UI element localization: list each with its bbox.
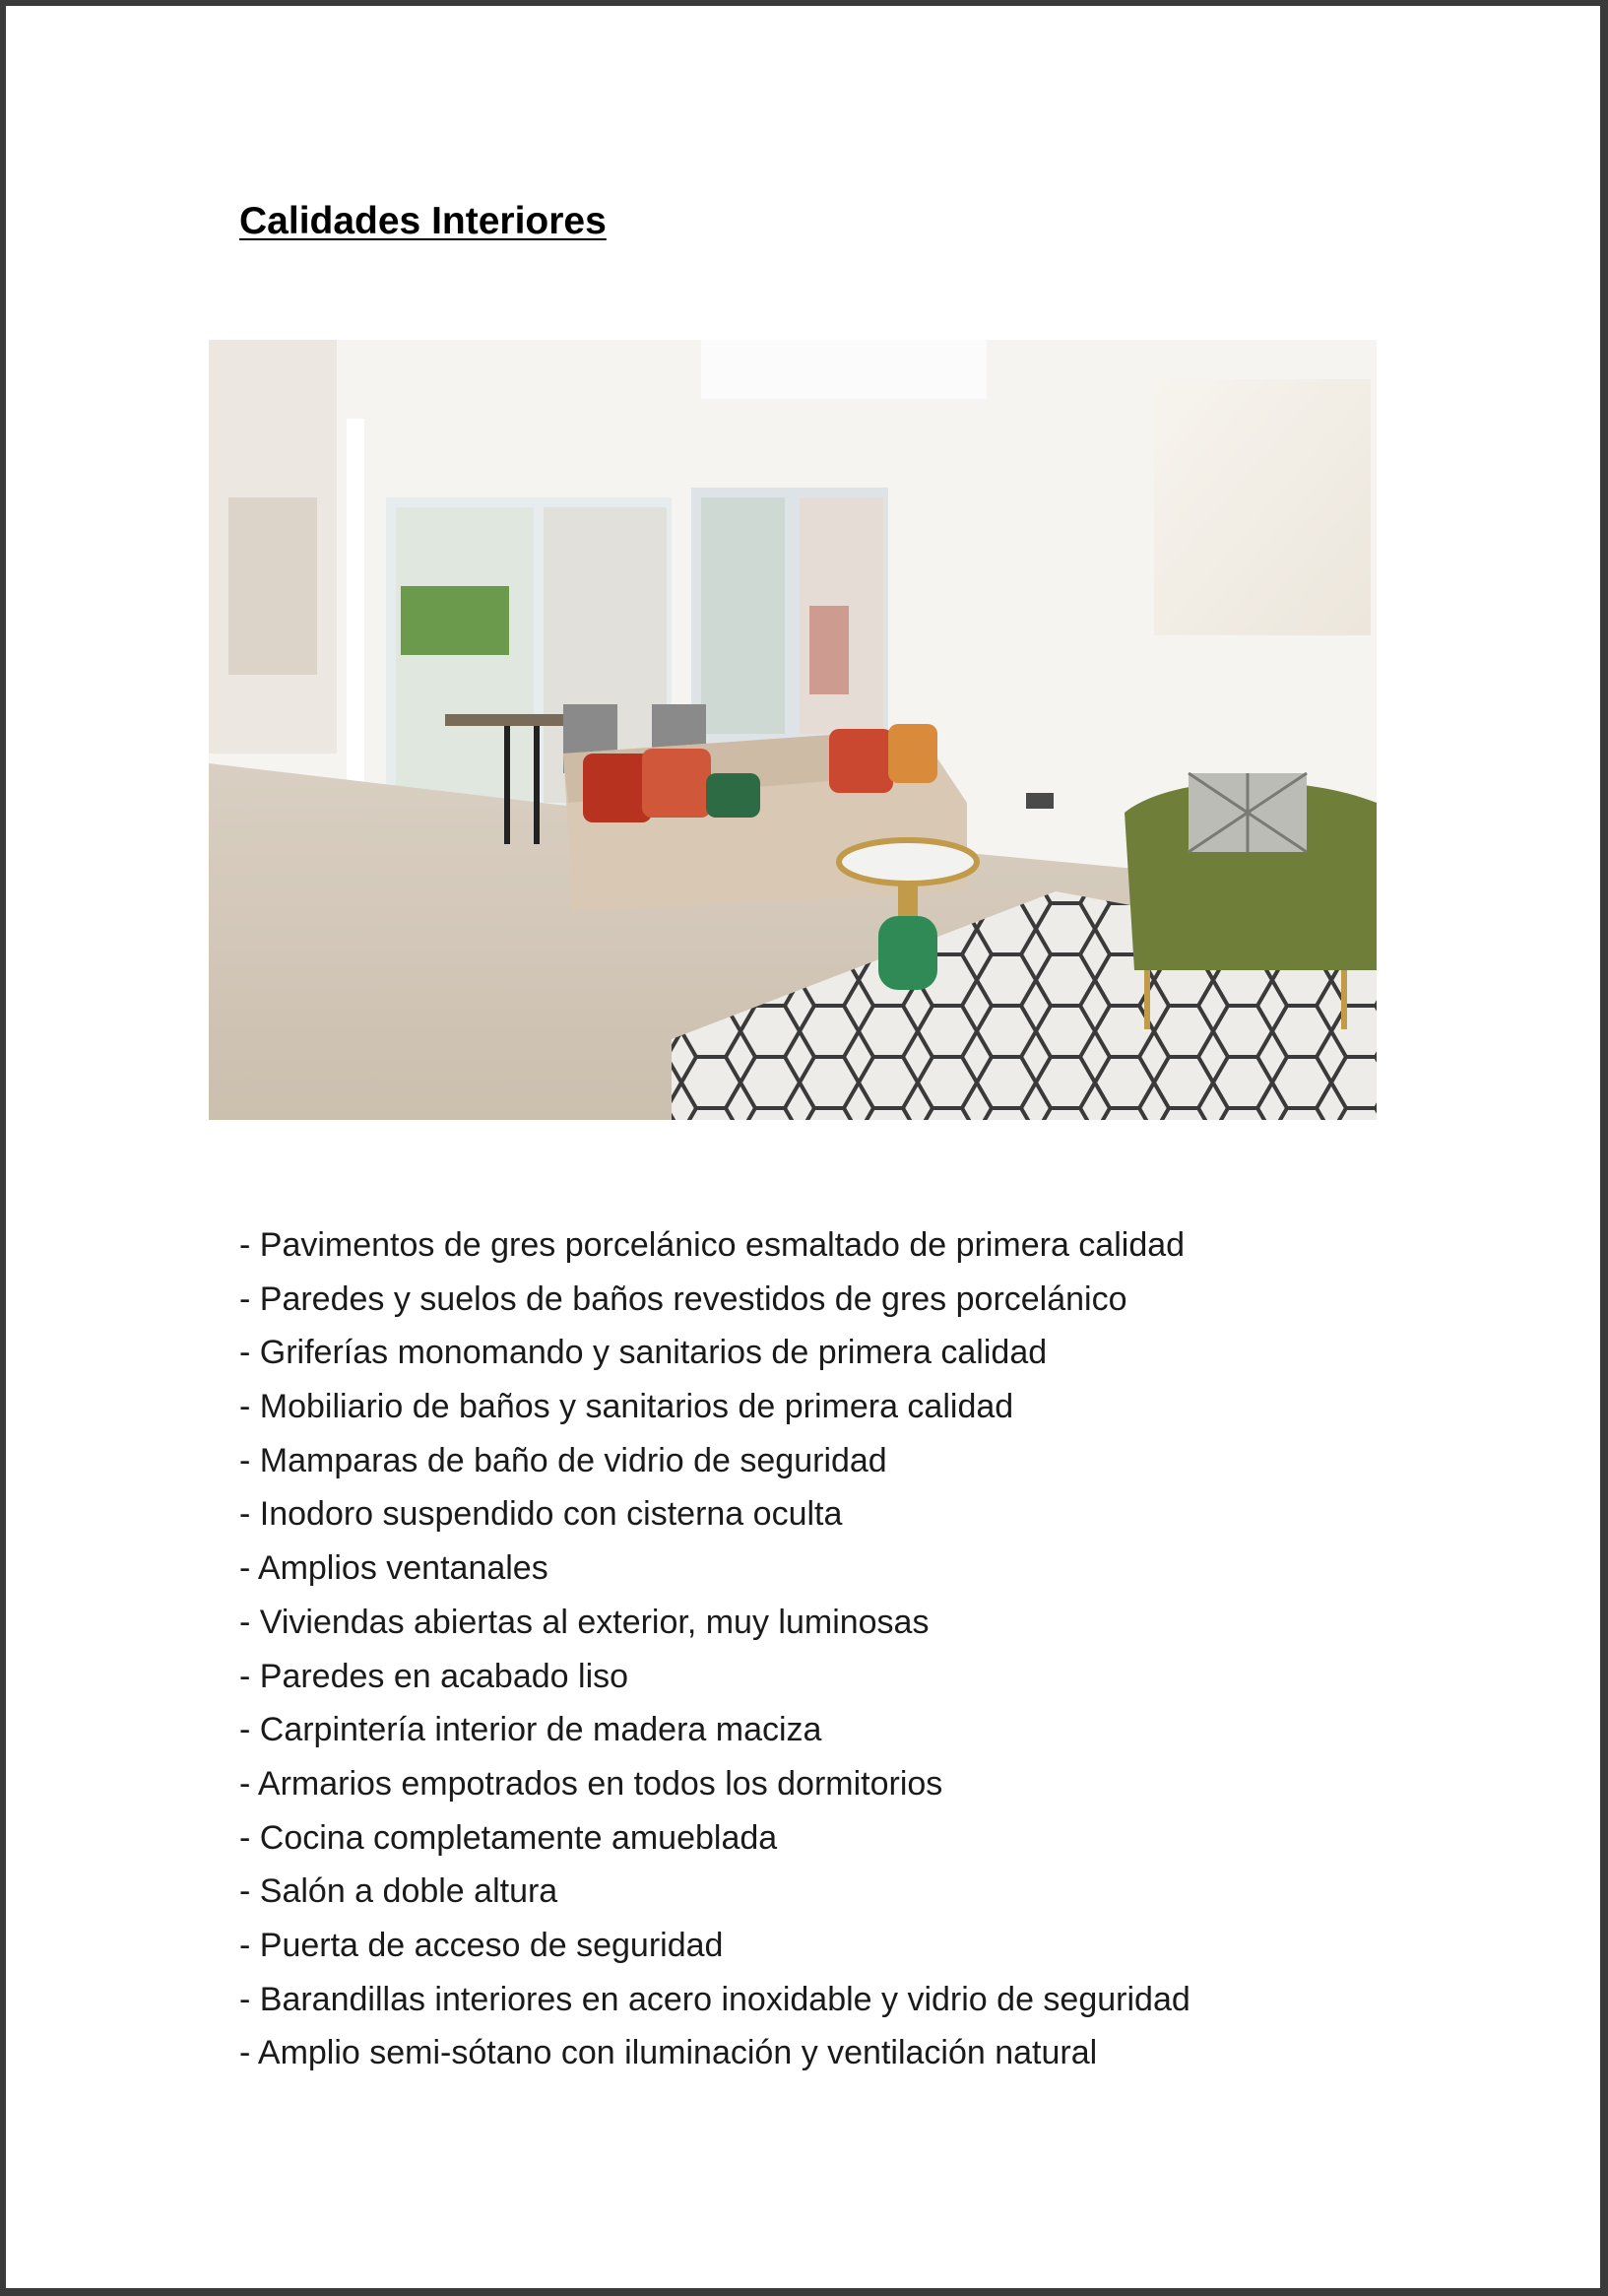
living-room-photo <box>209 340 1377 1120</box>
list-item: - Pavimentos de gres porcelánico esmaltado de primera calidad <box>239 1226 1186 1264</box>
list-item: - Barandillas interiores en acero inoxidable y vidrio de seguridad <box>239 1980 1190 2018</box>
list-item: - Amplios ventanales <box>239 1549 548 1588</box>
list-item: - Carpintería interior de madera maciza <box>239 1711 822 1749</box>
list-item: - Viviendas abiertas al exterior, muy luminosas <box>239 1603 930 1641</box>
list-item: - Mamparas de baño de vidrio de seguridad <box>239 1441 887 1479</box>
list-item: - Paredes en acabado liso <box>239 1657 629 1695</box>
list-item: - Salón a doble altura <box>239 1872 558 1911</box>
list-item: - Paredes y suelos de baños revestidos de gres porcelánico <box>239 1279 1127 1318</box>
list-item: - Mobiliario de baños y sanitarios de primera calidad <box>239 1388 1014 1426</box>
list-item: - Amplio semi-sótano con iluminación y ventilación natural <box>239 2034 1098 2072</box>
list-item: - Armarios empotrados en todos los dormitorios <box>239 1764 943 1803</box>
page-title: Calidades Interiores <box>239 200 607 242</box>
list-item: - Puerta de acceso de seguridad <box>239 1926 724 1964</box>
list-item: - Cocina completamente amueblada <box>239 1818 778 1857</box>
list-item: - Inodoro suspendido con cisterna oculta <box>239 1495 843 1534</box>
list-item: - Griferías monomando y sanitarios de primera calidad <box>239 1334 1048 1372</box>
features-list <box>239 1218 1372 2080</box>
